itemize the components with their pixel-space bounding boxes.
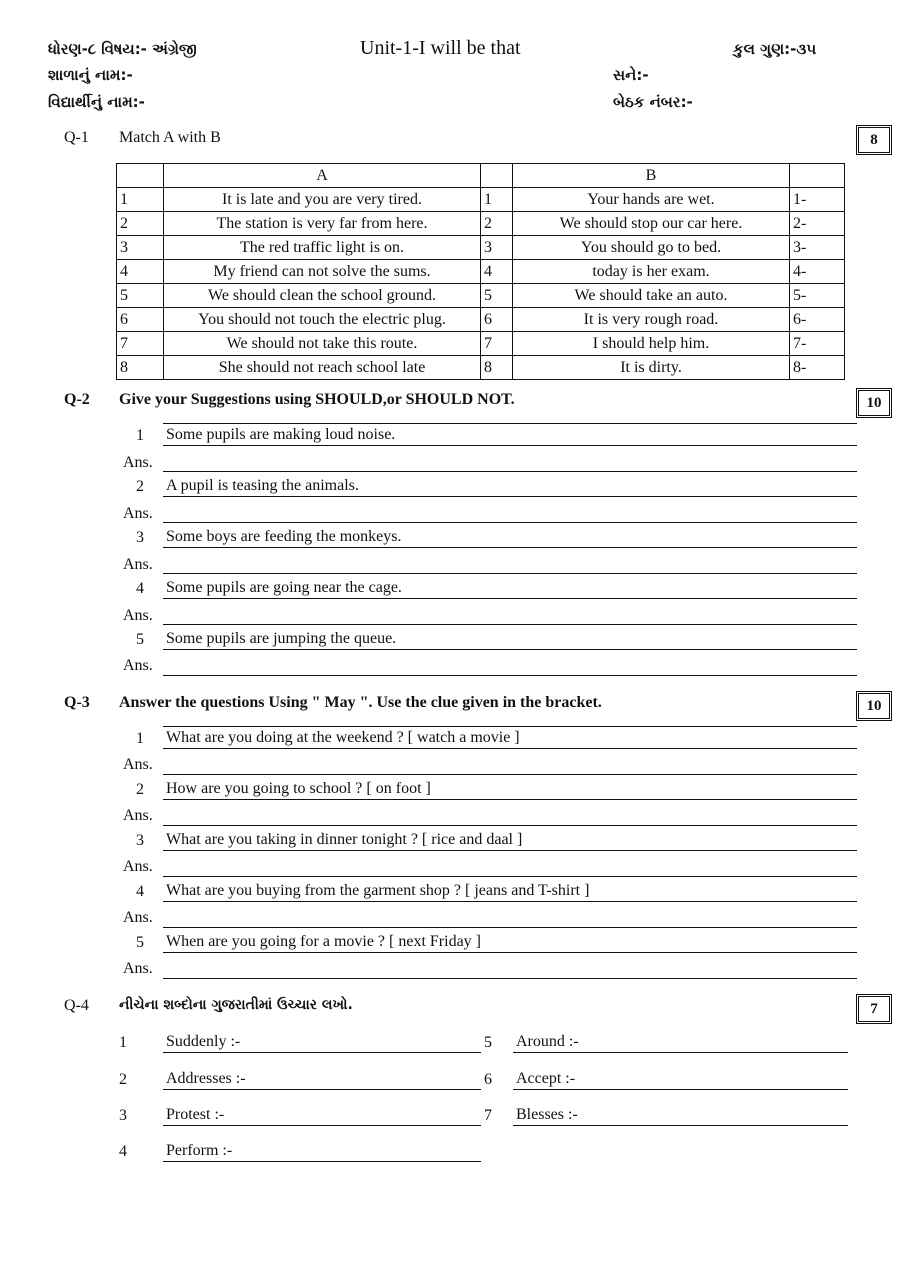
answer-line[interactable] — [163, 675, 857, 676]
table-row — [117, 188, 845, 212]
row-number-b: 3 — [481, 236, 513, 260]
column-a-cell: She should not reach school late — [164, 356, 481, 380]
q3-item-number: 1 — [136, 730, 144, 747]
answer-line[interactable] — [163, 1089, 481, 1090]
answer-line[interactable] — [513, 1125, 848, 1126]
q3-number: Q-3 — [64, 694, 90, 711]
q4-item-number: 7 — [484, 1107, 492, 1124]
column-a-cell: We should clean the school ground. — [164, 284, 481, 308]
q2-number: Q-2 — [64, 391, 90, 408]
q2-item-number: 5 — [136, 631, 144, 648]
q4-number: Q-4 — [64, 997, 89, 1014]
row-number-a: 4 — [117, 260, 164, 284]
answer-label: Ans. — [123, 960, 153, 977]
table-row — [117, 308, 845, 332]
q3-item-number: 3 — [136, 832, 144, 849]
answer-line[interactable] — [163, 978, 857, 979]
year-label: સને:- — [613, 66, 649, 84]
q4-item-text: Accept :- — [516, 1070, 576, 1087]
table-row — [117, 332, 845, 356]
row-number-b: 7 — [481, 332, 513, 356]
q2-item-number: 1 — [136, 427, 144, 444]
q2-item-text: Some pupils are going near the cage. — [166, 579, 402, 596]
row-number-a: 2 — [117, 212, 164, 236]
answer-cell[interactable]: 8- — [790, 356, 845, 380]
answer-line[interactable] — [163, 876, 857, 877]
q4-item-number: 2 — [119, 1071, 127, 1088]
q2-item-text: Some boys are feeding the monkeys. — [166, 528, 402, 545]
column-b-cell: You should go to bed. — [513, 236, 790, 260]
answer-line[interactable] — [163, 927, 857, 928]
q4-item-number: 5 — [484, 1034, 492, 1051]
column-a-cell: It is late and you are very tired. — [164, 188, 481, 212]
q2-item-text: Some pupils are jumping the queue. — [166, 630, 397, 647]
q3-item-number: 5 — [136, 934, 144, 951]
column-a-cell: The red traffic light is on. — [164, 236, 481, 260]
q1-marks-box: 8 — [856, 125, 892, 155]
school-name-label: શાળાનું નામ:- — [48, 66, 133, 84]
table-row — [117, 212, 845, 236]
q2-item-text: A pupil is teasing the animals. — [166, 477, 359, 494]
question-underline — [163, 799, 857, 800]
row-number-a: 7 — [117, 332, 164, 356]
question-underline — [163, 649, 857, 650]
q2-instruction: Give your Suggestions using SHOULD,or SHOULD NOT. — [119, 391, 515, 408]
match-table-header — [117, 164, 845, 188]
table-row — [117, 356, 845, 380]
q4-item-text: Blesses :- — [516, 1106, 578, 1123]
answer-cell[interactable]: 7- — [790, 332, 845, 356]
q4-item-text: Addresses :- — [166, 1070, 246, 1087]
answer-cell[interactable]: 6- — [790, 308, 845, 332]
row-number-a: 5 — [117, 284, 164, 308]
column-a-header: A — [164, 164, 481, 188]
row-number-b: 5 — [481, 284, 513, 308]
q4-item-number: 6 — [484, 1071, 492, 1088]
answer-label: Ans. — [123, 505, 153, 522]
table-row — [117, 284, 845, 308]
answer-line[interactable] — [513, 1089, 848, 1090]
q3-item-text: When are you going for a movie ? [ next Friday ] — [166, 933, 482, 950]
answer-line[interactable] — [163, 573, 857, 574]
column-b-cell: today is her exam. — [513, 260, 790, 284]
answer-line[interactable] — [163, 774, 857, 775]
q3-item-text: What are you doing at the weekend ? [ watch a movie ] — [166, 729, 520, 746]
question-underline — [163, 952, 857, 953]
column-b-cell: We should stop our car here. — [513, 212, 790, 236]
answer-label: Ans. — [123, 756, 153, 773]
column-b-cell: We should take an auto. — [513, 284, 790, 308]
q4-item-number: 3 — [119, 1107, 127, 1124]
answer-label: Ans. — [123, 607, 153, 624]
question-underline — [163, 748, 857, 749]
q4-item-text: Suddenly :- — [166, 1033, 241, 1050]
q2-marks-box: 10 — [856, 388, 892, 418]
answer-cell[interactable]: 5- — [790, 284, 845, 308]
row-number-a: 6 — [117, 308, 164, 332]
table-row — [117, 260, 845, 284]
question-underline — [163, 445, 857, 446]
answer-label: Ans. — [123, 454, 153, 471]
column-b-cell: Your hands are wet. — [513, 188, 790, 212]
row-number-b: 8 — [481, 356, 513, 380]
column-a-cell: We should not take this route. — [164, 332, 481, 356]
question-underline — [163, 496, 857, 497]
header-blank — [790, 164, 845, 188]
q2-item-text: Some pupils are making loud noise. — [166, 426, 396, 443]
answer-line[interactable] — [513, 1052, 848, 1053]
student-name-label: વિદ્યાર્થીનું નામ:- — [48, 93, 145, 111]
standard-subject-label: ધોરણ-૮ વિષય:- અંગ્રેજી — [48, 40, 197, 58]
q3-item-text: What are you taking in dinner tonight ? [ rice and daal ] — [166, 831, 523, 848]
q3-item-number: 2 — [136, 781, 144, 798]
row-number-b: 1 — [481, 188, 513, 212]
q2-item-number: 2 — [136, 478, 144, 495]
top-rule — [163, 423, 857, 424]
page-title: Unit-1-I will be that — [360, 37, 521, 59]
q3-item-text: What are you buying from the garment shop ? [ jeans and T-shirt ] — [166, 882, 590, 899]
answer-line[interactable] — [163, 624, 857, 625]
q4-item-text: Protest :- — [166, 1106, 225, 1123]
q3-instruction: Answer the questions Using " May ". Use the clue given in the bracket. — [119, 694, 602, 711]
q4-item-text: Perform :- — [166, 1142, 233, 1159]
question-underline — [163, 598, 857, 599]
q4-item-number: 1 — [119, 1034, 127, 1051]
question-underline — [163, 901, 857, 902]
question-underline — [163, 547, 857, 548]
row-number-b: 2 — [481, 212, 513, 236]
answer-line[interactable] — [163, 471, 857, 472]
table-row — [117, 236, 845, 260]
q4-marks-box: 7 — [856, 994, 892, 1024]
q4-instruction: નીચેના શબ્દોના ગુજરાતીમાં ઉચ્ચાર લખો. — [119, 997, 353, 1013]
seat-number-label: બેઠક નંબર:- — [613, 93, 693, 111]
q2-item-number: 3 — [136, 529, 144, 546]
column-b-cell: I should help him. — [513, 332, 790, 356]
header-blank — [481, 164, 513, 188]
answer-label: Ans. — [123, 657, 153, 674]
answer-line[interactable] — [163, 1161, 481, 1162]
header-blank — [117, 164, 164, 188]
q2-item-number: 4 — [136, 580, 144, 597]
row-number-a: 8 — [117, 356, 164, 380]
column-a-cell: My friend can not solve the sums. — [164, 260, 481, 284]
q4-item-number: 4 — [119, 1143, 127, 1160]
q3-item-number: 4 — [136, 883, 144, 900]
question-underline — [163, 850, 857, 851]
row-number-b: 6 — [481, 308, 513, 332]
answer-label: Ans. — [123, 909, 153, 926]
top-rule — [163, 726, 857, 727]
q4-item-text: Around :- — [516, 1033, 579, 1050]
answer-line[interactable] — [163, 825, 857, 826]
q3-item-text: How are you going to school ? [ on foot ] — [166, 780, 431, 797]
answer-line[interactable] — [163, 1125, 481, 1126]
answer-line[interactable] — [163, 522, 857, 523]
column-b-cell: It is dirty. — [513, 356, 790, 380]
column-b-header: B — [513, 164, 790, 188]
answer-label: Ans. — [123, 858, 153, 875]
answer-label: Ans. — [123, 807, 153, 824]
row-number-b: 4 — [481, 260, 513, 284]
answer-cell[interactable]: 1- — [790, 188, 845, 212]
row-number-a: 3 — [117, 236, 164, 260]
column-b-cell: It is very rough road. — [513, 308, 790, 332]
q1-number: Q-1 — [64, 129, 89, 146]
q1-instruction: Match A with B — [119, 129, 221, 146]
answer-cell[interactable]: 3- — [790, 236, 845, 260]
answer-cell[interactable]: 2- — [790, 212, 845, 236]
total-marks-label: કુલ ગુણ:-૩૫ — [733, 40, 817, 58]
match-table — [116, 163, 845, 380]
answer-line[interactable] — [163, 1052, 481, 1053]
column-a-cell: The station is very far from here. — [164, 212, 481, 236]
column-a-cell: You should not touch the electric plug. — [164, 308, 481, 332]
row-number-a: 1 — [117, 188, 164, 212]
answer-label: Ans. — [123, 556, 153, 573]
answer-cell[interactable]: 4- — [790, 260, 845, 284]
q3-marks-box: 10 — [856, 691, 892, 721]
